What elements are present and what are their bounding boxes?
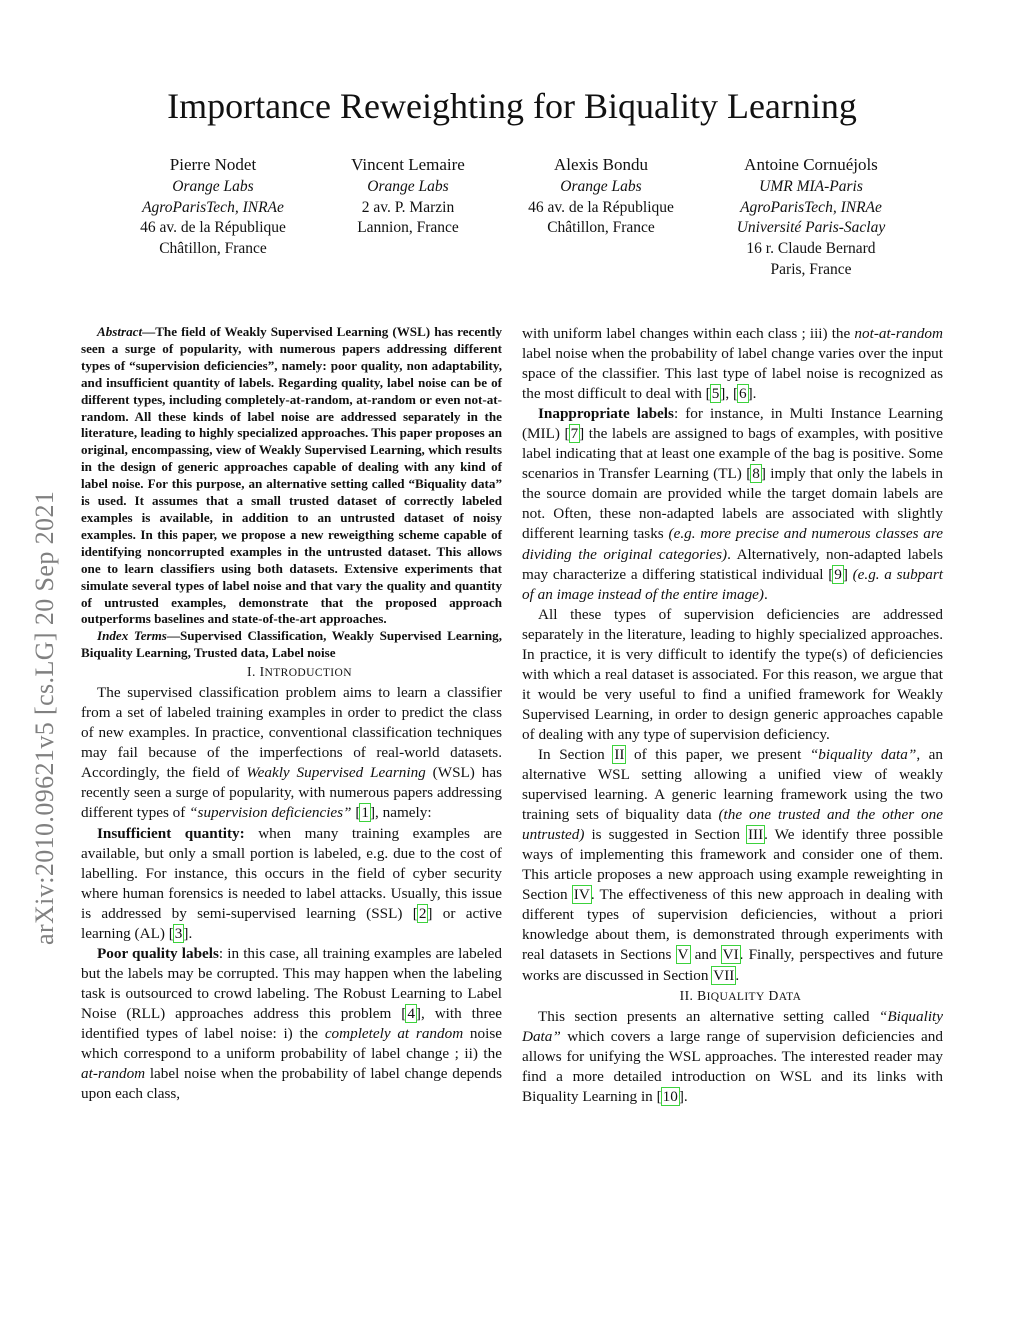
paragraph: In Section II of this paper, we present “biquality data”, an alternative WSL setting allowing a unified view of weakly supervised learning. A generic learning framework using the two training sets of biquality data (the one trusted and the other one untrusted) is suggested in Section III. We identify three possible ways of implementing this framework and consider one of them. This article proposes a new approach using example reweighting in Section IV. The effectiveness of this new approach in dealing with different types of supervision deficiencies, without a priori knowledge about them, is demonstrated through experiments with real datasets in Sections V and VI. Finally, perspectives and future works are discussed in Section VII.: [522, 745, 943, 984]
citation-link[interactable]: 2: [418, 904, 427, 922]
section-link[interactable]: III: [747, 826, 764, 844]
author-address: 46 av. de la République: [140, 219, 286, 237]
section-link[interactable]: IV: [573, 886, 590, 904]
paragraph: Poor quality labels: in this case, all training examples are labeled but the labels may be corrupted. This may happen when the labeling task is outsourced to crowd labeling. The Robust Learning to Label Noise (RLL) approaches address this problem [4], with three identified types of label noise: i) the completely at random noise which correspond to a uniform probability of label change ; ii) the at-random label noise when the probability of label change depends upon each class,: [81, 944, 502, 1103]
paper-title: Importance Reweighting for Biquality Learning: [167, 86, 857, 126]
citation-link[interactable]: 6: [739, 385, 747, 403]
author-affiliation: Université Paris-Saclay: [736, 219, 886, 237]
author-block: [496, 154, 706, 239]
author-affiliation: AgroParisTech, INRAe: [740, 198, 882, 216]
author-affiliation: Orange Labs: [560, 178, 642, 195]
section-link[interactable]: VI: [722, 946, 739, 964]
author-affiliation: UMR MIA-Paris: [759, 178, 863, 195]
abstract: [81, 324, 502, 628]
citation-link[interactable]: 10: [662, 1087, 678, 1105]
author-name: Alexis Bondu: [554, 155, 648, 174]
citation-link[interactable]: 8: [752, 465, 760, 483]
citation-link[interactable]: 1: [361, 804, 369, 822]
citation-link[interactable]: 9: [834, 565, 842, 583]
author-address: 2 av. P. Marzin: [361, 198, 455, 216]
paragraph: Insufficient quantity: when many training examples are available, but only a small portion is labeled, e.g. due to the cost of labelling. For instance, this occurs in the field of cyber security where human forensics is needed to label attacks. Usually, this issue is addressed by semi-supervised learning (SSL) [2] or active learning (AL) [3].: [81, 824, 502, 942]
author-name: Pierre Nodet: [169, 155, 257, 174]
author-block: [706, 154, 916, 281]
author-name: Antoine Cornuéjols: [744, 155, 878, 174]
author-address: 46 av. de la République: [528, 198, 674, 216]
section-link[interactable]: VII: [713, 966, 735, 984]
author-affiliation: Orange Labs: [367, 178, 449, 195]
author-affiliation: AgroParisTech, INRAe: [142, 198, 284, 216]
paragraph: The supervised classification problem aims to learn a classifier from a set of labeled training examples in order to predict the class of new examples. In practice, conventional classification techniques may fail because of the imperfections of real-world datasets. Accordingly, the field of Weakly Supervised Learning (WSL) has recently seen a surge of popularity, with numerous papers addressing different types of “supervision deficiencies” [1], namely:: [81, 684, 502, 822]
citation-link[interactable]: 4: [407, 1004, 415, 1022]
author-address: Châtillon, France: [547, 219, 655, 237]
index-terms-label: Index Terms: [97, 628, 167, 644]
arxiv-stamp: arXiv:2010.09621v5 [cs.LG] 20 Sep 2021: [30, 490, 59, 945]
paragraph: This section presents an alternative setting called “Biquality Data” which covers a large range of supervision deficiencies and allows for unifying the WSL approaches. The interested reader may find a more detailed introduction on WSL and its links with Biquality Learning in [10].: [522, 1007, 943, 1105]
left-column: [81, 324, 502, 1104]
author-name: Vincent Lemaire: [351, 155, 465, 174]
author-block: [108, 154, 318, 260]
author-address: 16 r. Claude Bernard: [746, 240, 876, 258]
paragraph: All these types of supervision deficiencies are addressed separately in the literature, leading to highly specialized approaches. In practice, it is very difficult to identify the type(s) of deficiencies with which a real dataset is associated. For this reason, we argue that it would be very useful to find a unified framework for Weakly Supervised Learning, in order to design generic approaches capable of dealing with any type of supervision deficiency.: [522, 605, 943, 743]
citation-link[interactable]: 7: [570, 425, 579, 443]
author-address: Paris, France: [770, 260, 852, 278]
paragraph: Inappropriate labels: for instance, in Multi Instance Learning (MIL) [7] the labels are assigned to bags of examples, with positive label indicating that at least one example of the bag is positive. Some scenarios in Transfer Learning (TL) [8] imply that only the labels in the source domain are provided while the target domain labels are not. Often, these non-adapted labels are associated with slightly different learning tasks (e.g. more precise and numerous classes are dividing the original categories). Alternatively, non-adapted labels may characterize a differing statistical individual [9] (e.g. a subpart of an image instead of the entire image).: [522, 405, 944, 603]
author-block: [303, 154, 513, 239]
index-terms: [81, 628, 502, 662]
abstract-label: Abstract: [97, 324, 143, 339]
section-heading-biquality-data: II. BIQUALITY DATA: [679, 987, 802, 1003]
section-link[interactable]: V: [677, 946, 689, 964]
citation-link[interactable]: 5: [711, 385, 720, 403]
author-address: Lannion, France: [357, 219, 459, 237]
right-column: [522, 324, 943, 1107]
paragraph: with uniform label changes within each class ; iii) the not-at-random label noise when the probability of label change varies over the input space of the classifier. This last type of label noise is recognized as the most difficult to deal with [5], [6].: [522, 325, 943, 403]
abstract-text: —The field of Weakly Supervised Learning (WSL) has recently seen a surge of popularity, with numerous papers addressing different types of “supervision deficiencies”, namely: poor quality, non adaptability, and insufficient quantity of labels. Regarding quality, label noise can be of different types, including completely-at-random, at-random or even not-at-random. All these kinds of label noise are addressed separately in the literature, leading to highly specialized approaches. This paper proposes an original, encompassing, view of Weakly Supervised Learning, which results in the design of generic approaches capable of dealing with any kind of label noise. For this purpose, an alternative setting called “Biquality data” is used. It assumes that a small trusted dataset of correctly labeled examples is available, in addition to an untrusted dataset of noisy examples. In this paper, we propose a new reweigthing scheme capable of identifying noncorrupted examples in the untrusted dataset. This allows one to learn classifiers using both datasets. Extensive experiments that simulate several types of label noise and that vary the quality and quantity of untrusted examples, demonstrate that the proposed approach outperforms baselines and state-of-the-art approaches.: [81, 324, 502, 627]
author-address: Châtillon, France: [159, 240, 267, 258]
index-terms-text: —Supervised Classification, Weakly Supervised Learning, Biquality Learning, Trusted data, Label noise: [81, 628, 503, 661]
citation-link[interactable]: 3: [174, 924, 183, 942]
section-heading-introduction: I. INTRODUCTION: [247, 664, 352, 680]
author-affiliation: Orange Labs: [172, 178, 254, 195]
section-link[interactable]: II: [614, 745, 625, 763]
